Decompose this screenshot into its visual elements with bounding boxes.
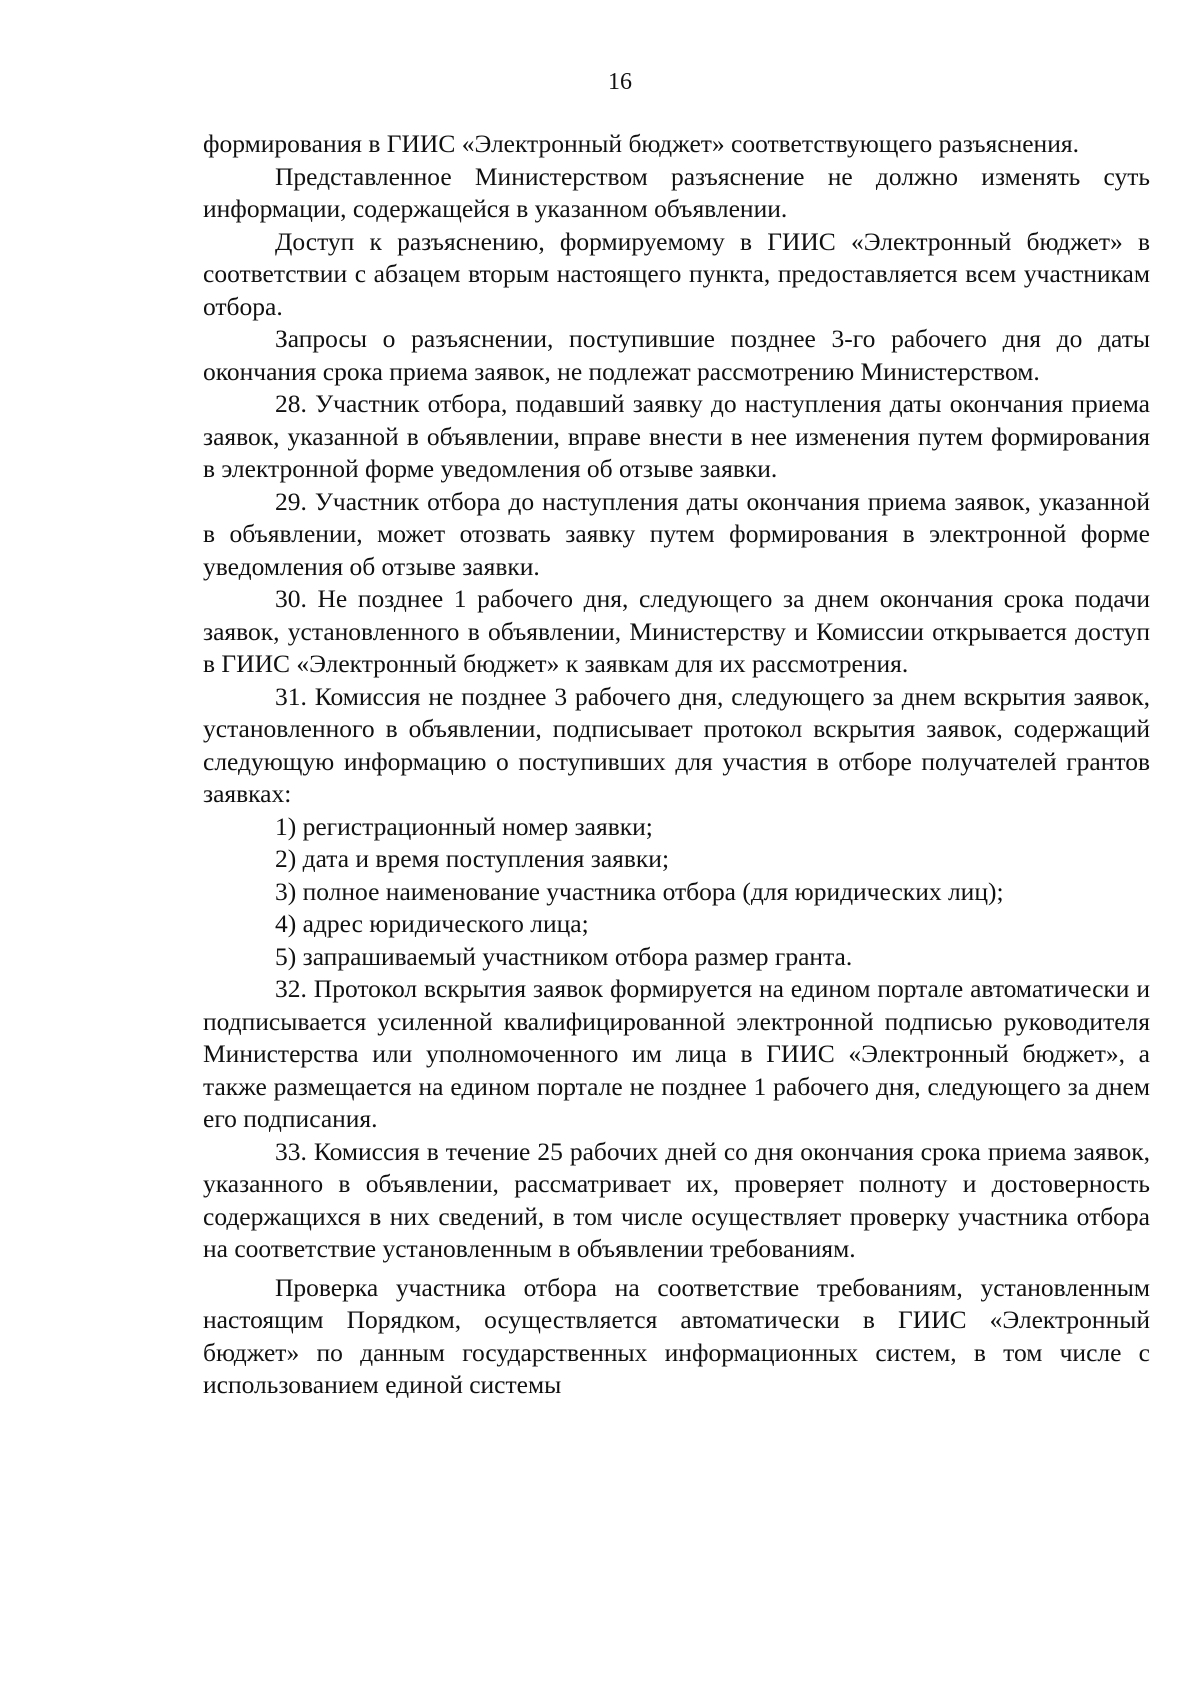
list-item-2: 2) дата и время поступления заявки;	[275, 844, 670, 873]
paragraph-29: 29. Участник отбора до наступления даты окончания приема заявок, указанной в объявлении, может отозвать заявку путем формирования в электронной форме уведомления об отзыве заявки.	[203, 486, 1150, 581]
list-item-4: 4) адрес юридического лица;	[275, 909, 589, 938]
list-item-1: 1) регистрационный номер заявки;	[275, 811, 653, 841]
paragraph-33: 33. Комиссия в течение 25 рабочих дней со дня окончания срока приема заявок, указанного в объявлении, рассматривает их, проверяет полноту и достоверность содержащихся в них сведений, в том числе осуществляет проверку участника отбора на соответствие установленным в объявлении требованиям.	[203, 1136, 1150, 1263]
list-item-5: 5) запрашиваемый участником отбора размер гранта.	[275, 941, 853, 971]
paragraph-28: 28. Участник отбора, подавший заявку до наступления даты окончания приема заявок, указанной в объявлении, вправе внести в нее изменения путем формирования в электронной форме уведомления об отзыве заявки.	[203, 389, 1150, 483]
list-item-3: 3) полное наименование участника отбора (для юридических лиц);	[275, 876, 1004, 906]
paragraph-32: 32. Протокол вскрытия заявок формируется на едином портале автоматически и подписывается усиленной квалифицированной электронной подписью руководителя Министерства или уполномоченного им лица в ГИИС «Электронный бюджет», а также размещается на едином портале не позднее 1 рабочего дня, следующего за днем его подписания.	[203, 974, 1150, 1133]
page-number: 16	[608, 69, 632, 95]
document-body	[203, 128, 1150, 1402]
paragraph-30: 30. Не позднее 1 рабочего дня, следующего за днем окончания срока подачи заявок, установленного в объявлении, Министерству и Комиссии открывается доступ в ГИИС «Электронный бюджет» к заявкам для их рассмотрения.	[203, 584, 1150, 678]
paragraph-late-requests: Запросы о разъяснении, поступившие позднее 3-го рабочего дня до даты окончания срока приема заявок, не подлежат рассмотрению Министерством.	[203, 324, 1150, 386]
paragraph-31: 31. Комиссия не позднее 3 рабочего дня, следующего за днем вскрытия заявок, установленного в объявлении, подписывает протокол вскрытия заявок, содержащий следующую информацию о поступивших для участия в отборе получателей грантов заявках:	[203, 681, 1150, 808]
paragraph-continuation: формирования в ГИИС «Электронный бюджет» соответствующего разъяснения.	[203, 129, 1079, 158]
paragraph-clarification-content: Представленное Министерством разъяснение не должно изменять суть информации, содержащейся в указанном объявлении.	[203, 161, 1150, 223]
paragraph-verification: Проверка участника отбора на соответствие требованиям, установленным настоящим Порядком, осуществляется автоматически в ГИИС «Электронный бюджет» по данным государственных информационных систем, в том числе с использованием единой системы	[203, 1272, 1150, 1399]
paragraph-clarification-access: Доступ к разъяснению, формируемому в ГИИС «Электронный бюджет» в соответствии с абзацем вторым настоящего пункта, предоставляется всем участникам отбора.	[203, 226, 1150, 321]
